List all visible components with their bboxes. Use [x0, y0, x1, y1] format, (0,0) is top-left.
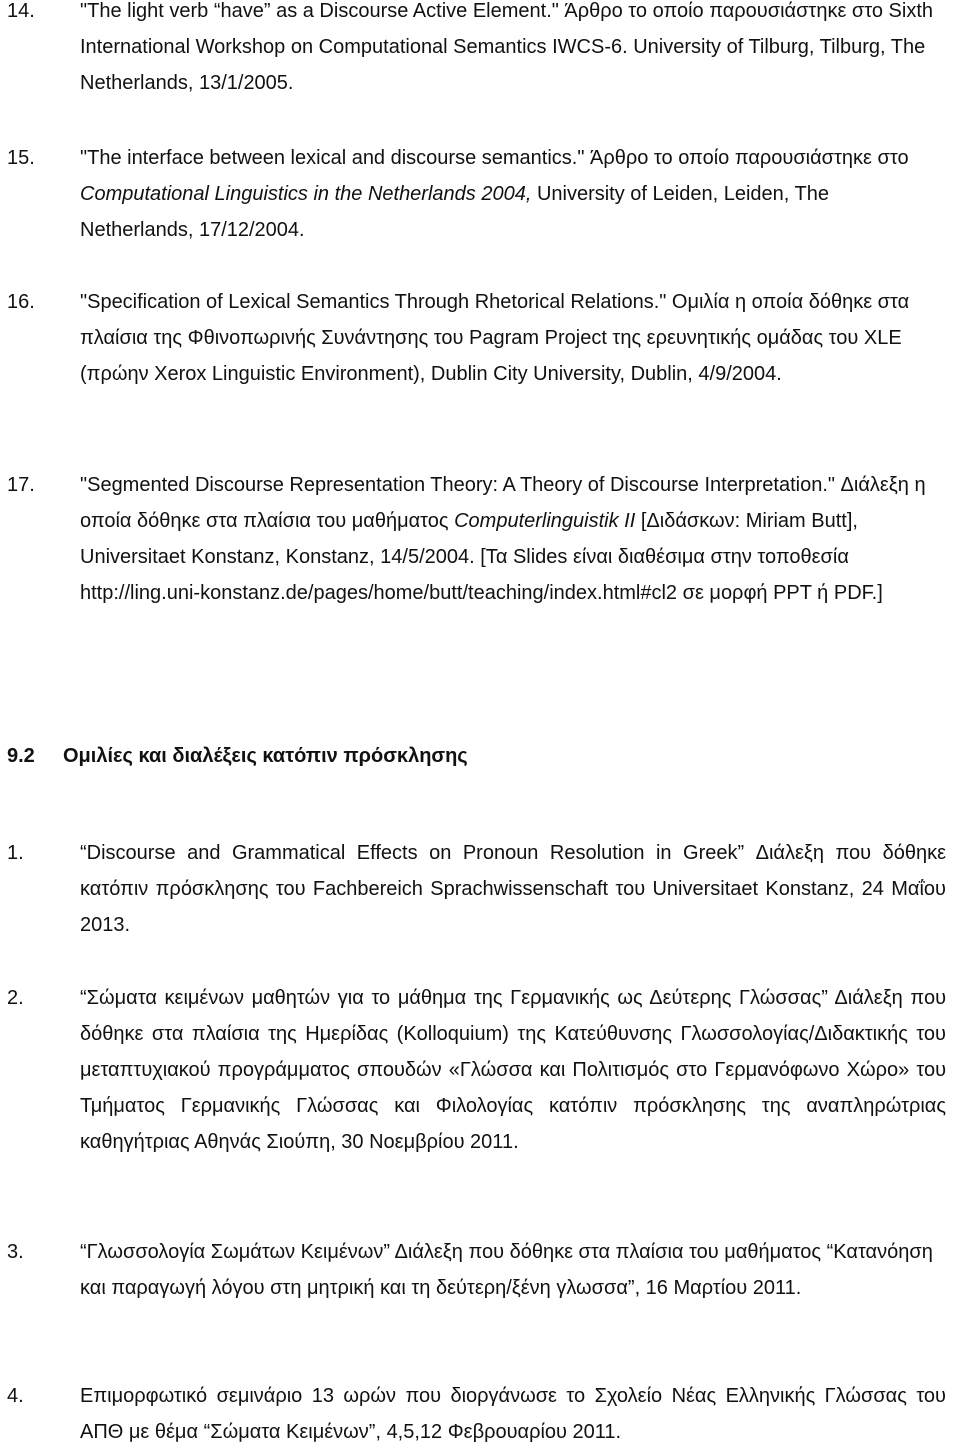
item-text	[80, 835, 946, 943]
text-run: "Segmented Discourse Representation Theory: A Theory of Discourse Interpretation." Διάλεξη η οποία δόθηκε στα πλαίσια του μαθήματος	[80, 474, 926, 532]
list-item	[0, 980, 946, 1160]
text-run: "Specification of Lexical Semantics Through Rhetorical Relations." Ομιλία η οποία δόθηκε στα πλαίσια της Φθινοπωρινής Συνάντησης του Pagram Project της ερευνητικής ομάδας του XLE (πρώην Xerox Linguistic Environment), Dublin City University, Dublin, 4/9/2004.	[80, 291, 910, 385]
item-number: 1.	[7, 842, 24, 864]
item-number: 17.	[7, 474, 35, 496]
list-item	[0, 284, 946, 392]
item-text	[80, 284, 946, 392]
text-run-italic: Computerlinguistik II	[454, 510, 636, 532]
item-number: 2.	[7, 987, 24, 1009]
item-number: 16.	[7, 291, 35, 313]
text-run: "The light verb “have” as a Discourse Active Element." Άρθρο το οποίο παρουσιάστηκε στο Sixth International Workshop on Computational Semantics IWCS-6. University of Tilburg, Tilburg, The Netherlands, 13/1/2005.	[80, 0, 934, 94]
list-item	[0, 0, 946, 101]
item-number: 4.	[7, 1385, 24, 1407]
list-item	[0, 140, 946, 248]
list-item	[0, 835, 946, 943]
text-run: University of Leiden, Leiden, The Netherlands, 17/12/2004.	[80, 183, 829, 241]
item-number: 15.	[7, 147, 35, 169]
text-run: Επιμορφωτικό σεμινάριο 13 ωρών που διοργάνωσε το Σχολείο Νέας Ελληνικής Γλώσσας του ΑΠΘ με θέμα “Σώματα Κειμένων”, 4,5,12 Φεβρουαρίου 2011.	[80, 1385, 946, 1443]
list-item	[0, 1378, 946, 1450]
item-text	[80, 140, 946, 248]
text-run: “Discourse and Grammatical Effects on Pronoun Resolution in Greek” Διάλεξη που δόθηκε κατόπιν πρόσκλησης του Fachbereich Sprachwissenschaft του Universitaet Konstanz, 24 Μαΐου 2013.	[80, 842, 946, 936]
item-number: 14.	[7, 0, 35, 22]
item-text	[80, 980, 946, 1160]
item-text	[80, 1378, 946, 1450]
text-run-italic: Computational Linguistics in the Netherlands 2004,	[80, 183, 532, 205]
text-run: “Σώματα κειμένων μαθητών για το μάθημα της Γερμανικής ως Δεύτερης Γλώσσας” Διάλεξη που δόθηκε στα πλαίσια της Ημερίδας (Kolloquium) της Κατεύθυνσης Γλωσσολογίας/Διδακτικής του μεταπτυχιακού προγράμματος σπουδών «Γλώσσα και Πολιτισμός στο Γερμανόφωνο Χώρο» του Τμήματος Γερμανικής Γλώσσας και Φιλολογίας κατόπιν πρόσκλησης της αναπληρώτριας καθηγήτριας Αθηνάς Σιούπη, 30 Νοεμβρίου 2011.	[80, 987, 946, 1153]
text-run: [Διδάσκων: Miriam Butt], Universitaet Konstanz, Konstanz, 14/5/2004. [Τα Slides είναι διαθέσιμα στην τοποθεσία http://ling.uni-konstanz.de/pages/home/butt/teaching/index.html#cl2 σε μορφή PPT ή PDF.]	[80, 510, 883, 604]
list-item	[0, 1234, 946, 1306]
text-run: "The interface between lexical and discourse semantics." Άρθρο το οποίο παρουσιάστηκε στο	[80, 147, 909, 169]
item-number: 3.	[7, 1241, 24, 1263]
item-text	[80, 0, 946, 101]
item-text	[80, 1234, 946, 1306]
text-run: “Γλωσσολογία Σωμάτων Κειμένων” Διάλεξη που δόθηκε στα πλαίσια του μαθήματος “Κατανόηση και παραγωγή λόγου στη μητρική και τη δεύτερη/ξένη γλωσσα”, 16 Μαρτίου 2011.	[80, 1241, 933, 1299]
section-title: Ομιλίες και διαλέξεις κατόπιν πρόσκλησης	[63, 745, 468, 767]
list-item	[0, 467, 946, 611]
section-heading	[7, 745, 468, 768]
section-number: 9.2	[7, 745, 35, 767]
item-text	[80, 467, 946, 611]
